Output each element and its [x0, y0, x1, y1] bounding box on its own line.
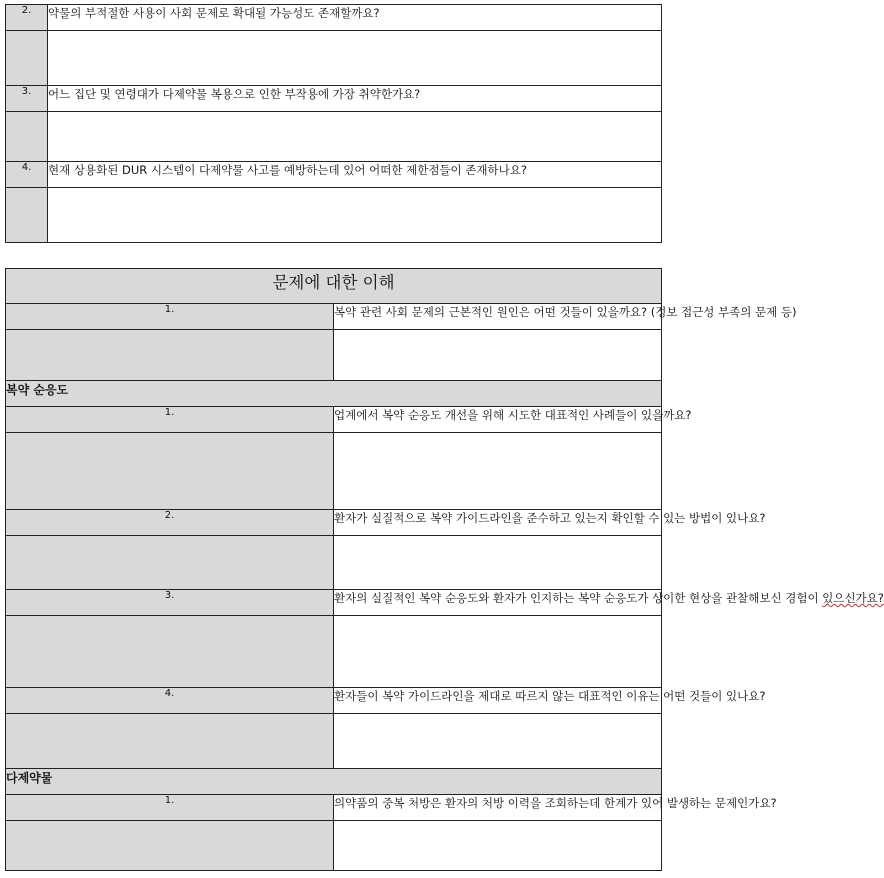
question-text: 환자들이 복약 가이드라인을 제대로 따르지 않는 대표적인 이유는 어떤 것들이 있나요?	[334, 688, 662, 714]
question-number: 1.	[6, 795, 334, 821]
question-number: 1.	[6, 407, 334, 433]
answer-row	[6, 714, 662, 769]
subsection-row	[6, 769, 662, 795]
answer-row	[6, 821, 662, 871]
answer-cell[interactable]	[48, 112, 662, 162]
table-row	[6, 304, 662, 330]
answer-row	[6, 616, 662, 688]
answer-row	[6, 112, 662, 162]
table-row	[6, 590, 662, 616]
question-text: 환자가 실질적으로 복약 가이드라인을 준수하고 있는지 확인할 수 있는 방법이 있나요?	[334, 510, 662, 536]
question-number: 1.	[6, 304, 334, 330]
answer-cell[interactable]	[334, 330, 662, 381]
table-row	[6, 688, 662, 714]
answer-row	[6, 188, 662, 243]
question-text: 현재 상용화된 DUR 시스템이 다제약물 사고를 예방하는데 있어 어떠한 제한점들이 존재하나요?	[48, 162, 662, 188]
answer-number-cell	[6, 330, 334, 381]
question-text	[334, 590, 884, 616]
answer-number-cell	[6, 188, 48, 243]
question-number: 3.	[6, 590, 334, 616]
answer-cell[interactable]	[334, 616, 662, 688]
answer-cell[interactable]	[334, 821, 662, 871]
answer-cell[interactable]	[48, 31, 662, 86]
table-row	[6, 86, 662, 112]
question-number: 4.	[6, 688, 334, 714]
subsection-row	[6, 381, 662, 407]
answer-number-cell	[6, 714, 334, 769]
question-number: 4.	[6, 162, 48, 188]
question-text: 약물의 부적절한 사용이 사회 문제로 확대될 가능성도 존재할까요?	[48, 5, 662, 31]
answer-number-cell	[6, 31, 48, 86]
question-table-main	[5, 268, 884, 871]
table-row	[6, 162, 662, 188]
answer-row	[6, 330, 662, 381]
question-text: 어느 집단 및 연령대가 다제약물 복용으로 인한 부작용에 가장 취약한가요?	[48, 86, 662, 112]
answer-cell[interactable]	[334, 714, 662, 769]
answer-number-cell	[6, 616, 334, 688]
answer-cell[interactable]	[48, 188, 662, 243]
title-row	[6, 269, 662, 304]
table-row	[6, 795, 662, 821]
answer-cell[interactable]	[334, 536, 662, 590]
question-text: 업계에서 복약 순응도 개선을 위해 시도한 대표적인 사례들이 있을까요?	[334, 407, 662, 433]
answer-row	[6, 433, 662, 510]
question-text: 의약품의 중복 처방은 환자의 처방 이력을 조회하는데 한계가 있어 발생하는 문제인가요?	[334, 795, 662, 821]
question-number: 3.	[6, 86, 48, 112]
table-row	[6, 407, 662, 433]
answer-row	[6, 31, 662, 86]
answer-number-cell	[6, 112, 48, 162]
spellcheck-flagged-word: 있으신가요?	[822, 591, 884, 605]
subsection-heading-polypharmacy: 다제약물	[6, 769, 662, 795]
table-row	[6, 510, 662, 536]
question-number: 2.	[6, 5, 48, 31]
question-text: 복약 관련 사회 문제의 근본적인 원인은 어떤 것들이 있을까요? (정보 접근성 부족의 문제 등)	[334, 304, 662, 330]
section-title: 문제에 대한 이해	[6, 269, 662, 304]
question-number: 2.	[6, 510, 334, 536]
subsection-heading-adherence: 복약 순응도	[6, 381, 662, 407]
answer-number-cell	[6, 821, 334, 871]
table-row	[6, 5, 662, 31]
answer-row	[6, 536, 662, 590]
answer-number-cell	[6, 433, 334, 510]
question-text-main: 환자의 실질적인 복약 순응도와 환자가 인지하는 복약 순응도가 상이한 현상을 관찰해보신 경험이	[334, 591, 823, 605]
answer-cell[interactable]	[334, 433, 662, 510]
answer-number-cell	[6, 536, 334, 590]
question-table-top	[5, 4, 662, 243]
